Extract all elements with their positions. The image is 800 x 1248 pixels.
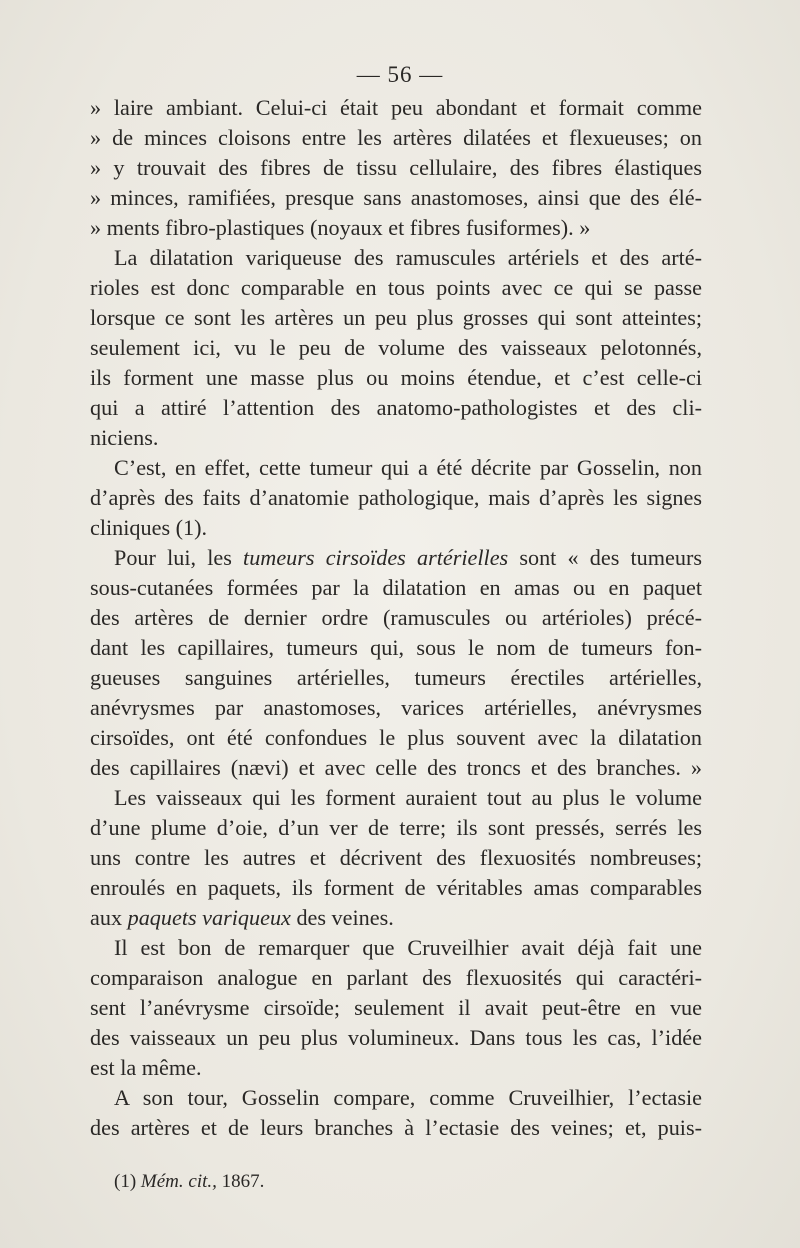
paragraph-start: Les vaisseaux qui les forment auraient tout au plus le volume bbox=[114, 785, 702, 810]
text-line: » de minces cloisons entre les artères dilatées et flexueuses; on bbox=[90, 125, 702, 150]
text-line: ils forment une masse plus ou moins étendue, et c’est celle-ci bbox=[90, 365, 702, 390]
text-line: lorsque ce sont les artères un peu plus grosses qui sont atteintes; bbox=[90, 305, 702, 330]
text-line: des artères de dernier ordre (ramuscules ou artérioles) précé- bbox=[90, 605, 702, 630]
page-number: — 56 — bbox=[356, 62, 444, 87]
text-line: d’une plume d’oie, d’un ver de terre; ils sont pressés, serrés les bbox=[90, 815, 702, 840]
text-line: sous-cutanées formées par la dilatation en amas ou en paquet bbox=[90, 575, 702, 600]
text-line: cliniques (1). bbox=[90, 515, 208, 540]
text-line: » minces, ramifiées, presque sans anastomoses, ainsi que des élé- bbox=[90, 185, 702, 210]
text-line bbox=[90, 904, 702, 932]
text-line: dant les capillaires, tumeurs qui, sous le nom de tumeurs fon- bbox=[90, 635, 702, 660]
text-line: » ments fibro-plastiques (noyaux et fibres fusiformes). » bbox=[90, 215, 591, 240]
text-line: niciens. bbox=[90, 425, 159, 450]
text-line: gueuses sanguines artérielles, tumeurs érectiles artérielles, bbox=[90, 665, 702, 690]
paragraph-start: Il est bon de remarquer que Cruveilhier avait déjà fait une bbox=[114, 935, 702, 960]
text-segment: aux bbox=[90, 905, 123, 930]
footnote-year: 1867. bbox=[221, 1171, 265, 1192]
text-segment: des veines. bbox=[296, 905, 394, 930]
footnote-marker: (1) bbox=[114, 1171, 137, 1192]
text-line: d’après des faits d’anatomie pathologique, mais d’après les signes bbox=[90, 485, 702, 510]
text-line: » laire ambiant. Celui-ci était peu abondant et formait comme bbox=[90, 95, 702, 120]
paragraph-start bbox=[114, 544, 702, 572]
text-segment: Pour lui, les bbox=[114, 545, 232, 570]
text-line: est la même. bbox=[90, 1055, 202, 1080]
paragraph-start: A son tour, Gosselin compare, comme Cruveilhier, l’ectasie bbox=[114, 1085, 702, 1110]
text-line: sent l’anévrysme cirsoïde; seulement il avait peut-être en vue bbox=[90, 995, 702, 1020]
footnote-source: Mém. cit., bbox=[140, 1171, 217, 1192]
paragraph-start: C’est, en effet, cette tumeur qui a été décrite par Gosselin, non bbox=[114, 455, 702, 480]
footnote bbox=[114, 1170, 264, 1194]
text-line: uns contre les autres et décrivent des flexuosités nombreuses; bbox=[90, 845, 702, 870]
text-line: rioles est donc comparable en tous points avec ce qui se passe bbox=[90, 275, 702, 300]
text-line: des artères et de leurs branches à l’ectasie des veines; et, puis- bbox=[90, 1115, 702, 1140]
text-segment: sont « des tumeurs bbox=[519, 545, 702, 570]
italic-term: tumeurs cirsoïdes artérielles bbox=[243, 545, 509, 570]
italic-term: paquets variqueux bbox=[127, 905, 291, 930]
text-line: » y trouvait des fibres de tissu cellulaire, des fibres élastiques bbox=[90, 155, 702, 180]
text-line: seulement ici, vu le peu de volume des vaisseaux pelotonnés, bbox=[90, 335, 702, 360]
text-line: cirsoïdes, ont été confondues le plus souvent avec la dilatation bbox=[90, 725, 702, 750]
text-line: des vaisseaux un peu plus volumineux. Dans tous les cas, l’idée bbox=[90, 1025, 702, 1050]
text-line: comparaison analogue en parlant des flexuosités qui caractéri- bbox=[90, 965, 702, 990]
text-line: anévrysmes par anastomoses, varices artérielles, anévrysmes bbox=[90, 695, 702, 720]
text-line: qui a attiré l’attention des anatomo-pathologistes et des cli- bbox=[90, 395, 702, 420]
text-line: des capillaires (nævi) et avec celle des troncs et des branches. » bbox=[90, 755, 702, 780]
paragraph-start: La dilatation variqueuse des ramuscules artériels et des arté- bbox=[114, 245, 702, 270]
text-line: enroulés en paquets, ils forment de véritables amas comparables bbox=[90, 875, 702, 900]
